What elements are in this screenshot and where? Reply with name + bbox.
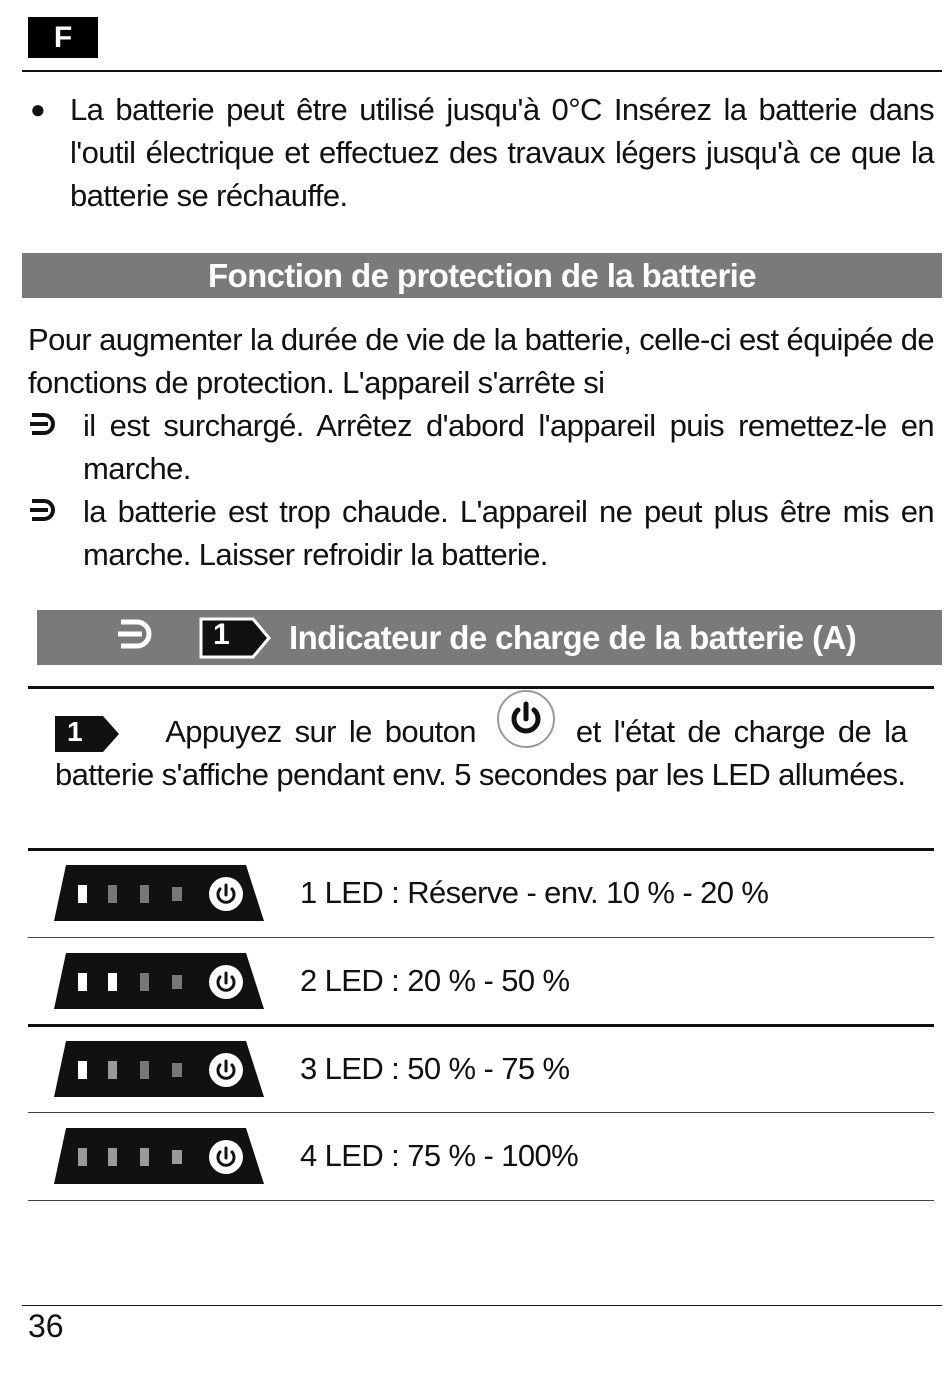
battery-led-indicator-icon — [54, 1128, 264, 1184]
battery-led-indicator-icon — [54, 865, 264, 921]
protection-paragraph — [28, 318, 934, 576]
battery-led-indicator-icon — [54, 953, 264, 1009]
section-charge-title: Indicateur de charge de la batterie (A) — [289, 618, 857, 656]
section-protection-title: Fonction de protection de la batterie — [207, 256, 757, 294]
arrow-right-icon — [28, 490, 83, 576]
section-protection-header — [22, 253, 942, 298]
battery-led-indicator-icon — [54, 1041, 264, 1097]
led-level-label: 2 LED : 20 % - 50 % — [300, 963, 570, 998]
led-level-label: 3 LED : 50 % - 75 % — [300, 1051, 570, 1086]
table-top-rule — [28, 686, 934, 689]
page-number: 36 — [28, 1308, 64, 1344]
led-level-row — [28, 850, 934, 936]
instruction-text-before: Appuyez sur le bouton — [165, 714, 476, 749]
header-rule — [22, 70, 942, 72]
arrow-right-icon — [115, 614, 159, 662]
bullet-paragraph — [30, 88, 934, 217]
protection-item — [28, 490, 934, 576]
protection-item — [28, 404, 934, 490]
led-level-label: 1 LED : Réserve - env. 10 % - 20 % — [300, 875, 769, 910]
protection-item-text: la batterie est trop chaude. L'appareil ne peut plus être mis en marche. Laisser refroidir la batterie. — [83, 494, 934, 572]
protection-intro: Pour augmenter la durée de vie de la batterie, celle-ci est équipée de fonctions de protection. L'appareil s'arrête si — [28, 322, 934, 400]
charge-instruction — [55, 690, 907, 796]
led-level-row — [28, 1026, 934, 1112]
step-number-text: 1 — [213, 617, 230, 651]
bullet-text: La batterie peut être utilisé jusqu'à 0°C Insérez la batterie dans l'outil électrique et effectuez des travaux légers jusqu'à ce que la batterie se réchauffe. — [70, 92, 934, 213]
led-level-label: 4 LED : 75 % - 100% — [300, 1138, 579, 1173]
section-charge-header — [37, 610, 942, 665]
power-button-icon — [497, 690, 555, 748]
protection-item-text: il est surchargé. Arrêtez d'abord l'appareil puis remettez-le en marche. — [83, 408, 934, 486]
step-number-badge — [199, 616, 271, 660]
led-level-row — [28, 1113, 934, 1199]
step-number-text: 1 — [67, 715, 82, 747]
footer-rule — [22, 1305, 942, 1306]
led-level-row — [28, 938, 934, 1024]
bullet-dot-icon: ● — [30, 94, 46, 124]
arrow-right-icon — [28, 404, 83, 490]
table-bottom-rule — [28, 1200, 934, 1201]
language-tag: F — [28, 17, 98, 58]
instruction-text-after: et l'état de charge de la batterie s'affiche pendant env. 5 secondes par les LED allumées. — [55, 714, 908, 792]
step-number-badge — [55, 716, 115, 752]
